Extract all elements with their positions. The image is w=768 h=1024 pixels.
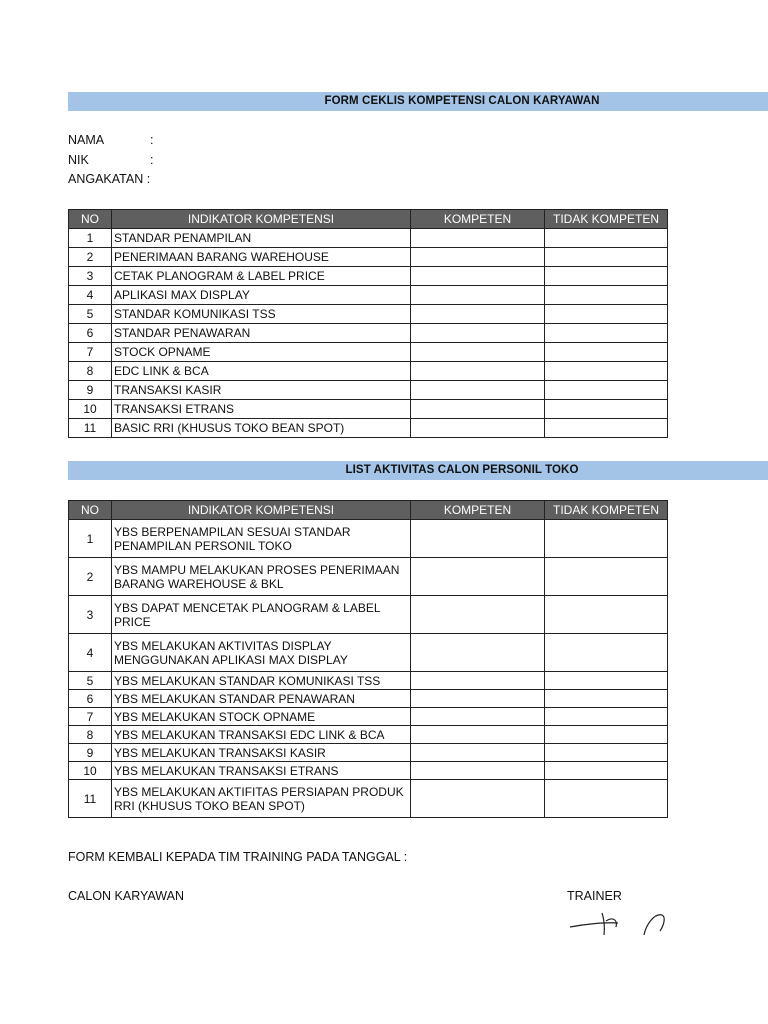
- kompeten-check-cell[interactable]: [411, 672, 545, 690]
- table-row: [69, 267, 668, 286]
- row-number: 5: [69, 305, 112, 324]
- tidak-kompeten-check-cell[interactable]: [545, 672, 668, 690]
- table-row: [69, 400, 668, 419]
- tidak-kompeten-check-cell[interactable]: [545, 400, 668, 419]
- trainer-signature-mark: [566, 905, 676, 935]
- row-indicator: YBS MELAKUKAN STANDAR KOMUNIKASI TSS: [112, 672, 411, 690]
- activity-list-table: [68, 500, 668, 818]
- activity-title-band: [68, 461, 768, 480]
- field-angakatan[interactable]: [68, 170, 150, 190]
- table-row: [69, 634, 668, 672]
- tidak-kompeten-check-cell[interactable]: [545, 381, 668, 400]
- table-row: [69, 248, 668, 267]
- tidak-kompeten-check-cell[interactable]: [545, 248, 668, 267]
- row-number: 4: [69, 634, 112, 672]
- row-number: 3: [69, 596, 112, 634]
- return-note: FORM KEMBALI KEPADA TIM TRAINING PADA TANGGAL :: [68, 850, 408, 864]
- row-number: 10: [69, 400, 112, 419]
- header-tidak-kompeten: TIDAK KOMPETEN: [545, 501, 668, 520]
- table-row: [69, 690, 668, 708]
- kompeten-check-cell[interactable]: [411, 744, 545, 762]
- header-kompeten: KOMPETEN: [411, 501, 545, 520]
- row-indicator: YBS MELAKUKAN TRANSAKSI KASIR: [112, 744, 411, 762]
- kompeten-check-cell[interactable]: [411, 708, 545, 726]
- table-row: [69, 596, 668, 634]
- row-indicator: YBS MELAKUKAN AKTIFITAS PERSIAPAN PRODUK RRI (KHUSUS TOKO BEAN SPOT): [112, 780, 411, 818]
- kompeten-check-cell[interactable]: [411, 690, 545, 708]
- table-row: [69, 708, 668, 726]
- row-indicator: PENERIMAAN BARANG WAREHOUSE: [112, 248, 411, 267]
- field-separator: :: [150, 152, 154, 167]
- table-row: [69, 324, 668, 343]
- tidak-kompeten-check-cell[interactable]: [545, 305, 668, 324]
- row-number: 8: [69, 726, 112, 744]
- table-row: [69, 419, 668, 438]
- competency-checklist-table: [68, 209, 668, 438]
- activity-title: LIST AKTIVITAS CALON PERSONIL TOKO: [345, 464, 579, 476]
- tidak-kompeten-check-cell[interactable]: [545, 267, 668, 286]
- kompeten-check-cell[interactable]: [411, 780, 545, 818]
- header-indicator: INDIKATOR KOMPETENSI: [112, 501, 411, 520]
- table-row: [69, 762, 668, 780]
- table-row: [69, 343, 668, 362]
- row-number: 6: [69, 324, 112, 343]
- tidak-kompeten-check-cell[interactable]: [545, 229, 668, 248]
- form-title: FORM CEKLIS KOMPETENSI CALON KARYAWAN: [324, 95, 600, 107]
- row-number: 11: [69, 780, 112, 818]
- table-row: [69, 286, 668, 305]
- header-no: NO: [69, 501, 112, 520]
- field-separator: :: [150, 133, 154, 147]
- kompeten-check-cell[interactable]: [411, 419, 545, 438]
- kompeten-check-cell[interactable]: [411, 248, 545, 267]
- row-number: 2: [69, 248, 112, 267]
- tidak-kompeten-check-cell[interactable]: [545, 520, 668, 558]
- header-no: NO: [69, 210, 112, 229]
- kompeten-check-cell[interactable]: [411, 286, 545, 305]
- kompeten-check-cell[interactable]: [411, 634, 545, 672]
- row-indicator: APLIKASI MAX DISPLAY: [112, 286, 411, 305]
- row-number: 3: [69, 267, 112, 286]
- row-indicator: YBS BERPENAMPILAN SESUAI STANDAR PENAMPILAN PERSONIL TOKO: [112, 520, 411, 558]
- identity-fields: [68, 131, 154, 190]
- form-title-band: [68, 92, 768, 111]
- kompeten-check-cell[interactable]: [411, 400, 545, 419]
- tidak-kompeten-check-cell[interactable]: [545, 362, 668, 381]
- tidak-kompeten-check-cell[interactable]: [545, 286, 668, 305]
- row-number: 7: [69, 708, 112, 726]
- row-number: 5: [69, 672, 112, 690]
- tidak-kompeten-check-cell[interactable]: [545, 708, 668, 726]
- table-row: [69, 362, 668, 381]
- row-number: 11: [69, 419, 112, 438]
- tidak-kompeten-check-cell[interactable]: [545, 780, 668, 818]
- tidak-kompeten-check-cell[interactable]: [545, 744, 668, 762]
- tidak-kompeten-check-cell[interactable]: [545, 634, 668, 672]
- row-indicator: TRANSAKSI ETRANS: [112, 400, 411, 419]
- trainer-signature-label: TRAINER: [567, 889, 622, 903]
- tidak-kompeten-check-cell[interactable]: [545, 596, 668, 634]
- field-label: NIK: [68, 152, 89, 167]
- kompeten-check-cell[interactable]: [411, 343, 545, 362]
- row-number: 9: [69, 381, 112, 400]
- row-number: 7: [69, 343, 112, 362]
- row-indicator: STOCK OPNAME: [112, 343, 411, 362]
- header-kompeten: KOMPETEN: [411, 210, 545, 229]
- header-indicator: INDIKATOR KOMPETENSI: [112, 210, 411, 229]
- row-indicator: EDC LINK & BCA: [112, 362, 411, 381]
- tidak-kompeten-check-cell[interactable]: [545, 690, 668, 708]
- table-header-row: [69, 210, 668, 229]
- table-row: [69, 780, 668, 818]
- table-row: [69, 744, 668, 762]
- row-indicator: YBS MELAKUKAN TRANSAKSI ETRANS: [112, 762, 411, 780]
- row-number: 1: [69, 229, 112, 248]
- header-tidak-kompeten: TIDAK KOMPETEN: [545, 210, 668, 229]
- kompeten-check-cell[interactable]: [411, 324, 545, 343]
- kompeten-check-cell[interactable]: [411, 362, 545, 381]
- row-indicator: CETAK PLANOGRAM & LABEL PRICE: [112, 267, 411, 286]
- row-indicator: STANDAR KOMUNIKASI TSS: [112, 305, 411, 324]
- field-nik[interactable]: [68, 151, 154, 171]
- candidate-signature-label: CALON KARYAWAN: [68, 889, 184, 903]
- table-row: [69, 672, 668, 690]
- row-indicator: YBS MELAKUKAN STOCK OPNAME: [112, 708, 411, 726]
- field-label: ANGAKATAN :: [68, 172, 151, 186]
- kompeten-check-cell[interactable]: [411, 381, 545, 400]
- row-indicator: YBS MELAKUKAN AKTIVITAS DISPLAY MENGGUNAKAN APLIKASI MAX DISPLAY: [112, 634, 411, 672]
- row-number: 6: [69, 690, 112, 708]
- row-indicator: YBS MAMPU MELAKUKAN PROSES PENERIMAAN BARANG WAREHOUSE & BKL: [112, 558, 411, 596]
- tidak-kompeten-check-cell[interactable]: [545, 343, 668, 362]
- row-number: 9: [69, 744, 112, 762]
- row-number: 4: [69, 286, 112, 305]
- table-row: [69, 305, 668, 324]
- tidak-kompeten-check-cell[interactable]: [545, 419, 668, 438]
- table-row: [69, 558, 668, 596]
- kompeten-check-cell[interactable]: [411, 520, 545, 558]
- row-number: 8: [69, 362, 112, 381]
- tidak-kompeten-check-cell[interactable]: [545, 324, 668, 343]
- table-header-row: [69, 501, 668, 520]
- field-nama[interactable]: [68, 131, 154, 151]
- tidak-kompeten-check-cell[interactable]: [545, 762, 668, 780]
- table-row: [69, 381, 668, 400]
- tidak-kompeten-check-cell[interactable]: [545, 726, 668, 744]
- table-row: [69, 520, 668, 558]
- kompeten-check-cell[interactable]: [411, 726, 545, 744]
- row-indicator: YBS DAPAT MENCETAK PLANOGRAM & LABEL PRICE: [112, 596, 411, 634]
- row-indicator: STANDAR PENAMPILAN: [112, 229, 411, 248]
- table-row: [69, 229, 668, 248]
- table-row: [69, 726, 668, 744]
- kompeten-check-cell[interactable]: [411, 596, 545, 634]
- row-indicator: YBS MELAKUKAN TRANSAKSI EDC LINK & BCA: [112, 726, 411, 744]
- kompeten-check-cell[interactable]: [411, 762, 545, 780]
- row-indicator: YBS MELAKUKAN STANDAR PENAWARAN: [112, 690, 411, 708]
- kompeten-check-cell[interactable]: [411, 229, 545, 248]
- field-label: NAMA: [68, 133, 105, 147]
- row-number: 1: [69, 520, 112, 558]
- row-number: 10: [69, 762, 112, 780]
- kompeten-check-cell[interactable]: [411, 305, 545, 324]
- kompeten-check-cell[interactable]: [411, 558, 545, 596]
- row-indicator: BASIC RRI (KHUSUS TOKO BEAN SPOT): [112, 419, 411, 438]
- kompeten-check-cell[interactable]: [411, 267, 545, 286]
- row-number: 2: [69, 558, 112, 596]
- row-indicator: STANDAR PENAWARAN: [112, 324, 411, 343]
- row-indicator: TRANSAKSI KASIR: [112, 381, 411, 400]
- tidak-kompeten-check-cell[interactable]: [545, 558, 668, 596]
